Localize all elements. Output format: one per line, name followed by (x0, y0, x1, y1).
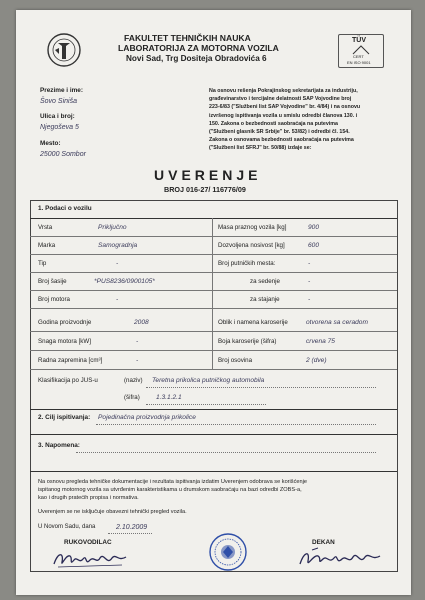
legal-basis-text: Na osnovu rešenja Pokrajinskog sekretarijata za industriju, građevinarstvo i tercijalne delatnosti SAP Vojvodine broj 223-6/83 ("Službeni list SAP Vojvodine" br. 4/84) i na osnovu izvršenog ispitivanja vozila u smislu odredbi članova 130. i 150. Zakona o bezbednosti saobraćaja na putevima ("Službeni glasnik SR Srbije" br. 53/82) i odredbi čl. 154. Zakona o osnovama bezbednosti saobraćaja na putevima ("Službeni list SFRJ" br. 50/88) izdaje se: (209, 88, 361, 152)
footer-text: Na osnovu pregleda tehničke dokumentacije i rezultata ispitivanja izdatim Uverenjem odobrava se korišćenje ispitanog motornog vozila sa utvrđenim karakteristikama u drumskom saobraćaju na bazi odredbi ZOBS-a, kao i drugih pratećih propisa i normativa. (38, 479, 307, 501)
dean-signature-icon (298, 546, 382, 570)
official-stamp-icon (208, 532, 248, 572)
faculty-name: FAKULTET TEHNIČKIH NAUKA (124, 33, 251, 43)
main-frame (30, 200, 398, 572)
owner-street-label: Ulica i broj: (40, 113, 75, 120)
certificate-number: BROJ 016-27/ 116776/09 (164, 185, 246, 194)
owner-place-label: Mesto: (40, 140, 61, 147)
section2-value: Pojedinačna proizvodnja prikolice (98, 414, 196, 421)
column-divider (212, 218, 213, 369)
place-label: U Novom Sadu, dana (38, 524, 96, 530)
head-label: RUKOVODILAC (64, 539, 112, 546)
section1-label: 1. Podaci o vozilu (38, 205, 92, 212)
owner-name-value: Šovo Siniša (40, 98, 77, 105)
head-signature-icon (52, 548, 132, 570)
naziv-label: (naziv) (124, 377, 143, 384)
sifra-label: (šifra) (124, 394, 140, 401)
certificate-document: FAKULTET TEHNIČKIH NAUKA LABORATORIJA ZA MOTORNA VOZILA Novi Sad, Trg Dositeja Obradovića 6 TÜV CERT EN ISO 9001 Prezime i ime: Šovo Siniša Ulica i broj: Njegoševa 5 Mesto: 25000 Sombor Na osnovu rešenja Pokrajinskog sekretarijata za industriju, građevinarstvo i tercijalne delatnosti SAP Vojvodine broj 223-6/83 ("Službeni list SAP Vojvodine" br. 4/84) i na osnovu izvršenog ispitivanja vozila u smislu odredbi članova 130. i 150. Zakona o bezbednosti saobraćaja na putevima ("Službeni glasnik SR Srbije" br. 53/82) i odredbi čl. 154. Zakona o osnovama bezbednosti saobraćaja na putevima ("Službeni list SFRJ" br. 50/88) izdaje se: UVERENJE BROJ 016-27/ 116776/09 1. Podaci o vozilu Vrsta Priključno Marka Samogradnja Tip - Broj šasije *PUS8236/0900105* Broj motora - Godina proizvodnje 2008 Snaga motora [kW] - Radna zapremina [cm³] - Masa praznog vozila [kg] 900 Dozvoljena nosivost [kg] 600 Broj putničkih mesta: - za sedenje - za stajanje - Oblik i namena karoserije otvorena sa ceradom Boja karoserije (šifra) crvena 75 Broj osovina 2 (dve) Klasifikacija po JUS-u (naziv) Teretna prikolica putničkog automobila (šifra) 1.3.1.2.1 2. Cilj ispitivanja: Pojedinačna proizvodnja prikolice 3. Napomena: Na osnovu pregleda tehničke dokumentacije i rezultata ispitivanja izdatim Uverenjem odobrava se korišćenje ispitanog motornog vozila sa utvrđenim karakteristikama u drumskom saobraćaju na bazi odredbi ZOBS-a, kao i drugih pratećih propisa i normativa. Uverenjem se ne isključuje obavezni tehnički pregled vozila. U Novom Sadu, dana 2.10.2009 RUKOVODILAC DEKAN (16, 10, 411, 595)
section2-label: 2. Cilj ispitivanja: (38, 414, 91, 421)
naziv-value: Teretna prikolica putničkog automobila (152, 377, 265, 384)
faculty-logo-icon (46, 32, 82, 68)
classification-label: Klasifikacija po JUS-u (38, 377, 98, 384)
lab-address: Novi Sad, Trg Dositeja Obradovića 6 (126, 54, 267, 63)
footer-line2: Uverenjem se ne isključuje obavezni tehnički pregled vozila. (38, 509, 187, 515)
divider (30, 218, 397, 219)
document-title: UVERENJE (154, 167, 262, 183)
owner-name-label: Prezime i ime: (40, 87, 83, 94)
owner-street-value: Njegoševa 5 (40, 124, 79, 131)
section3-label: 3. Napomena: (38, 442, 80, 449)
owner-place-value: 25000 Sombor (40, 151, 86, 158)
issue-date: 2.10.2009 (116, 524, 148, 531)
sifra-value: 1.3.1.2.1 (156, 394, 182, 401)
iso-cert-badge: TÜV CERT EN ISO 9001 (338, 34, 384, 68)
lab-name: LABORATORIJA ZA MOTORNA VOZILA (118, 43, 279, 53)
dean-label: DEKAN (312, 539, 335, 546)
